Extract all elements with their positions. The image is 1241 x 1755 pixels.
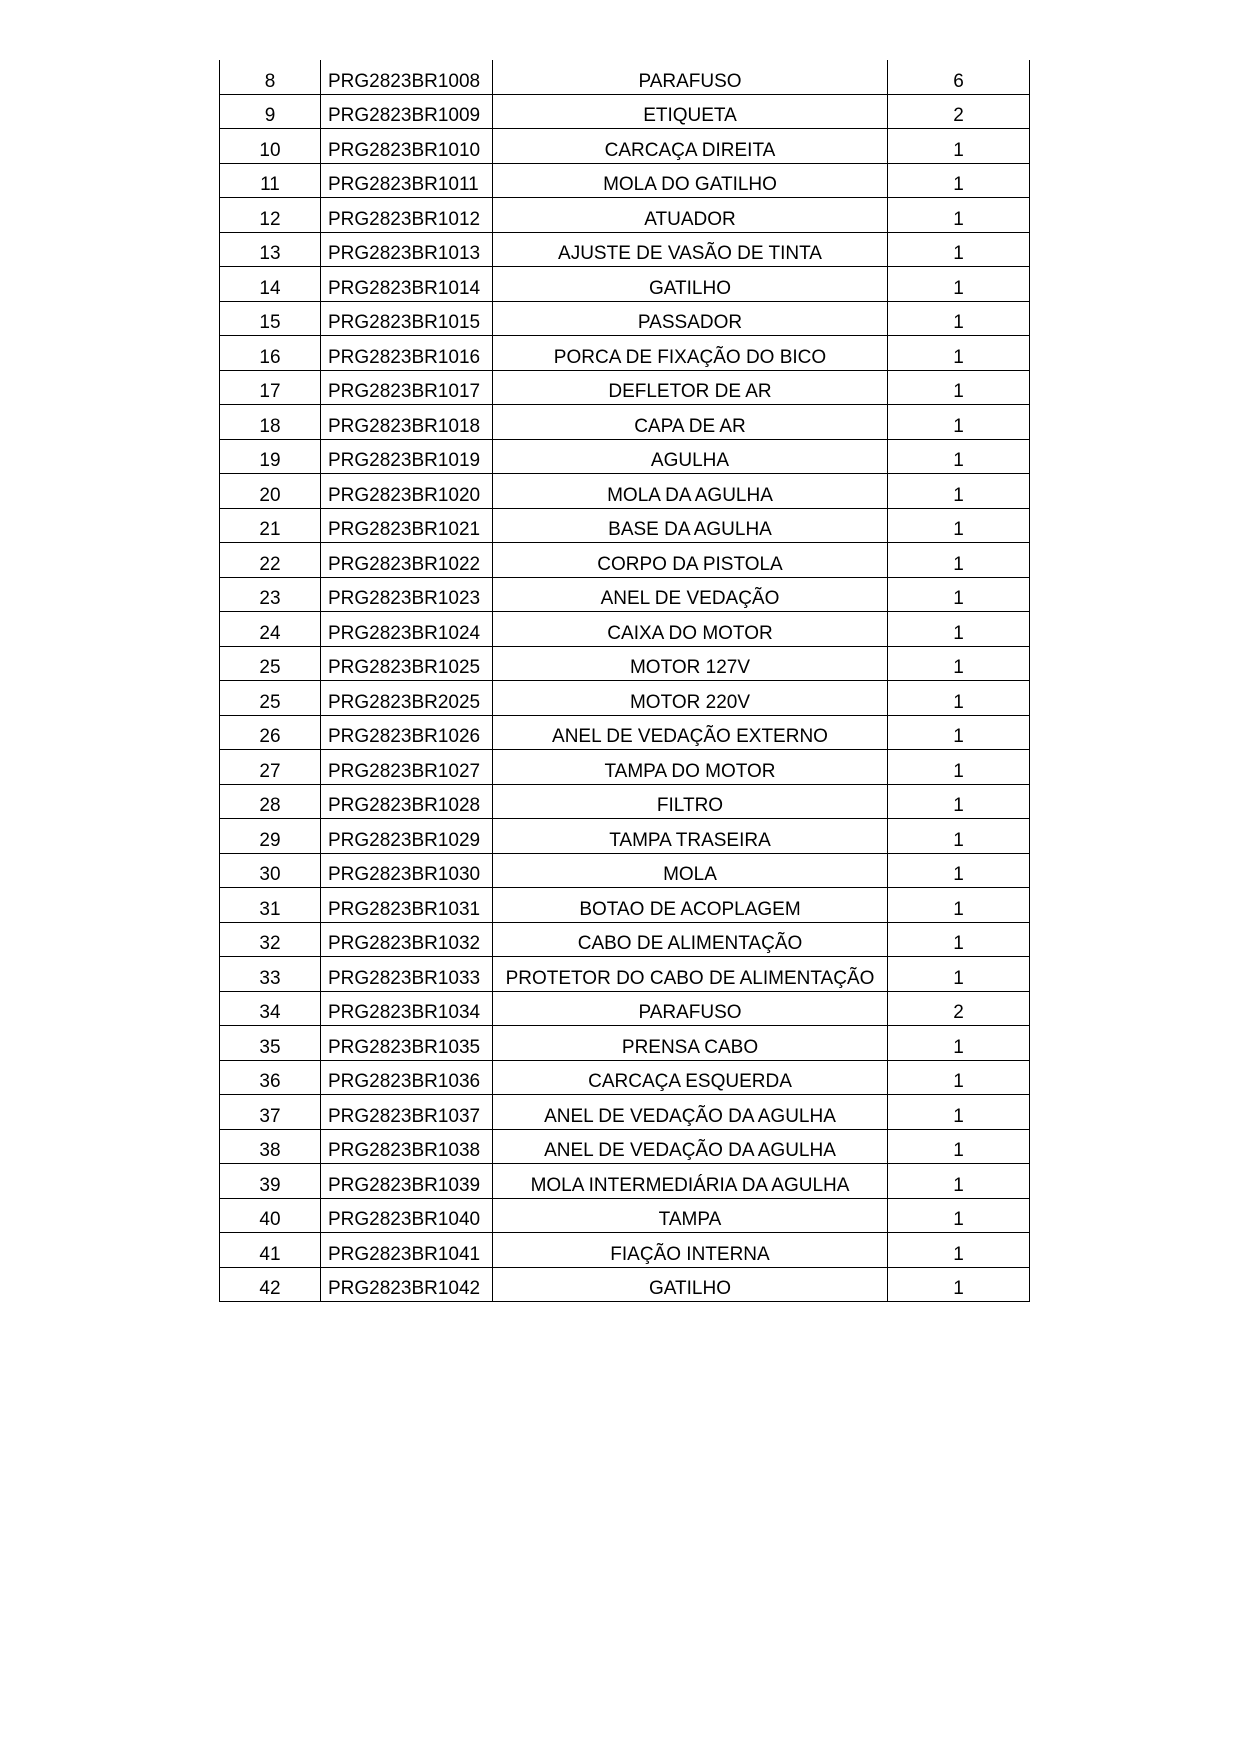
description-cell: PASSADOR xyxy=(493,301,888,336)
table-row xyxy=(220,508,1030,543)
table-row xyxy=(220,1095,1030,1130)
description-cell: MOLA DO GATILHO xyxy=(493,163,888,198)
table-row xyxy=(220,301,1030,336)
table-row xyxy=(220,60,1030,94)
item-number-cell: 23 xyxy=(220,577,321,612)
item-number-cell: 33 xyxy=(220,957,321,992)
item-number-cell: 24 xyxy=(220,612,321,647)
description-cell: CARCAÇA ESQUERDA xyxy=(493,1060,888,1095)
item-number-cell: 10 xyxy=(220,129,321,164)
item-number-cell: 36 xyxy=(220,1060,321,1095)
quantity-cell: 1 xyxy=(888,784,1030,819)
description-cell: BASE DA AGULHA xyxy=(493,508,888,543)
table-row xyxy=(220,577,1030,612)
part-code-cell: PRG2823BR1023 xyxy=(321,577,493,612)
part-code-cell: PRG2823BR1027 xyxy=(321,750,493,785)
description-cell: PARAFUSO xyxy=(493,991,888,1026)
quantity-cell: 1 xyxy=(888,1164,1030,1199)
item-number-cell: 8 xyxy=(220,60,321,94)
quantity-cell: 1 xyxy=(888,1129,1030,1164)
quantity-cell: 1 xyxy=(888,1026,1030,1061)
item-number-cell: 32 xyxy=(220,922,321,957)
description-cell: MOLA xyxy=(493,853,888,888)
item-number-cell: 35 xyxy=(220,1026,321,1061)
item-number-cell: 14 xyxy=(220,267,321,302)
quantity-cell: 1 xyxy=(888,1267,1030,1302)
description-cell: CAPA DE AR xyxy=(493,405,888,440)
part-code-cell: PRG2823BR1026 xyxy=(321,715,493,750)
table-row xyxy=(220,439,1030,474)
item-number-cell: 19 xyxy=(220,439,321,474)
table-row xyxy=(220,1233,1030,1268)
part-code-cell: PRG2823BR1025 xyxy=(321,646,493,681)
part-code-cell: PRG2823BR1034 xyxy=(321,991,493,1026)
item-number-cell: 34 xyxy=(220,991,321,1026)
table-row xyxy=(220,784,1030,819)
quantity-cell: 1 xyxy=(888,1198,1030,1233)
item-number-cell: 16 xyxy=(220,336,321,371)
description-cell: CABO DE ALIMENTAÇÃO xyxy=(493,922,888,957)
part-code-cell: PRG2823BR1020 xyxy=(321,474,493,509)
quantity-cell: 1 xyxy=(888,888,1030,923)
part-code-cell: PRG2823BR1029 xyxy=(321,819,493,854)
part-code-cell: PRG2823BR1038 xyxy=(321,1129,493,1164)
description-cell: DEFLETOR DE AR xyxy=(493,370,888,405)
part-code-cell: PRG2823BR1010 xyxy=(321,129,493,164)
description-cell: GATILHO xyxy=(493,1267,888,1302)
item-number-cell: 20 xyxy=(220,474,321,509)
part-code-cell: PRG2823BR1039 xyxy=(321,1164,493,1199)
part-code-cell: PRG2823BR1016 xyxy=(321,336,493,371)
description-cell: PARAFUSO xyxy=(493,60,888,94)
item-number-cell: 37 xyxy=(220,1095,321,1130)
part-code-cell: PRG2823BR1022 xyxy=(321,543,493,578)
part-code-cell: PRG2823BR1011 xyxy=(321,163,493,198)
table-row xyxy=(220,991,1030,1026)
quantity-cell: 1 xyxy=(888,577,1030,612)
quantity-cell: 1 xyxy=(888,198,1030,233)
part-code-cell: PRG2823BR1035 xyxy=(321,1026,493,1061)
item-number-cell: 11 xyxy=(220,163,321,198)
part-code-cell: PRG2823BR1033 xyxy=(321,957,493,992)
quantity-cell: 1 xyxy=(888,301,1030,336)
description-cell: FILTRO xyxy=(493,784,888,819)
quantity-cell: 1 xyxy=(888,336,1030,371)
table-row xyxy=(220,336,1030,371)
item-number-cell: 38 xyxy=(220,1129,321,1164)
description-cell: AGULHA xyxy=(493,439,888,474)
item-number-cell: 13 xyxy=(220,232,321,267)
part-code-cell: PRG2823BR1042 xyxy=(321,1267,493,1302)
description-cell: PROTETOR DO CABO DE ALIMENTAÇÃO xyxy=(493,957,888,992)
quantity-cell: 1 xyxy=(888,715,1030,750)
table-row xyxy=(220,612,1030,647)
part-code-cell: PRG2823BR1040 xyxy=(321,1198,493,1233)
table-row xyxy=(220,474,1030,509)
description-cell: TAMPA xyxy=(493,1198,888,1233)
table-row xyxy=(220,198,1030,233)
description-cell: TAMPA DO MOTOR xyxy=(493,750,888,785)
quantity-cell: 1 xyxy=(888,370,1030,405)
description-cell: ANEL DE VEDAÇÃO EXTERNO xyxy=(493,715,888,750)
part-code-cell: PRG2823BR1037 xyxy=(321,1095,493,1130)
quantity-cell: 6 xyxy=(888,60,1030,94)
quantity-cell: 1 xyxy=(888,405,1030,440)
description-cell: GATILHO xyxy=(493,267,888,302)
quantity-cell: 1 xyxy=(888,1095,1030,1130)
item-number-cell: 21 xyxy=(220,508,321,543)
item-number-cell: 22 xyxy=(220,543,321,578)
quantity-cell: 1 xyxy=(888,474,1030,509)
item-number-cell: 39 xyxy=(220,1164,321,1199)
quantity-cell: 1 xyxy=(888,819,1030,854)
description-cell: ATUADOR xyxy=(493,198,888,233)
part-code-cell: PRG2823BR1030 xyxy=(321,853,493,888)
table-row xyxy=(220,94,1030,129)
part-code-cell: PRG2823BR1021 xyxy=(321,508,493,543)
table-row xyxy=(220,853,1030,888)
table-row xyxy=(220,370,1030,405)
part-code-cell: PRG2823BR1024 xyxy=(321,612,493,647)
table-row xyxy=(220,232,1030,267)
quantity-cell: 1 xyxy=(888,853,1030,888)
item-number-cell: 30 xyxy=(220,853,321,888)
description-cell: ANEL DE VEDAÇÃO DA AGULHA xyxy=(493,1095,888,1130)
description-cell: CORPO DA PISTOLA xyxy=(493,543,888,578)
part-code-cell: PRG2823BR1008 xyxy=(321,60,493,94)
item-number-cell: 25 xyxy=(220,681,321,716)
table-row xyxy=(220,1129,1030,1164)
item-number-cell: 12 xyxy=(220,198,321,233)
quantity-cell: 1 xyxy=(888,922,1030,957)
description-cell: MOTOR 127V xyxy=(493,646,888,681)
quantity-cell: 1 xyxy=(888,957,1030,992)
table-row xyxy=(220,819,1030,854)
description-cell: MOTOR 220V xyxy=(493,681,888,716)
part-code-cell: PRG2823BR1012 xyxy=(321,198,493,233)
quantity-cell: 1 xyxy=(888,439,1030,474)
quantity-cell: 2 xyxy=(888,991,1030,1026)
quantity-cell: 1 xyxy=(888,267,1030,302)
table-row xyxy=(220,1060,1030,1095)
table-row xyxy=(220,1198,1030,1233)
table-row xyxy=(220,922,1030,957)
parts-table-body xyxy=(220,60,1030,1302)
quantity-cell: 1 xyxy=(888,1233,1030,1268)
description-cell: MOLA DA AGULHA xyxy=(493,474,888,509)
description-cell: FIAÇÃO INTERNA xyxy=(493,1233,888,1268)
description-cell: PORCA DE FIXAÇÃO DO BICO xyxy=(493,336,888,371)
item-number-cell: 17 xyxy=(220,370,321,405)
table-row xyxy=(220,957,1030,992)
part-code-cell: PRG2823BR1028 xyxy=(321,784,493,819)
quantity-cell: 1 xyxy=(888,508,1030,543)
table-row xyxy=(220,1164,1030,1199)
item-number-cell: 27 xyxy=(220,750,321,785)
part-code-cell: PRG2823BR1036 xyxy=(321,1060,493,1095)
table-row xyxy=(220,1267,1030,1302)
part-code-cell: PRG2823BR1017 xyxy=(321,370,493,405)
table-row xyxy=(220,681,1030,716)
item-number-cell: 31 xyxy=(220,888,321,923)
quantity-cell: 1 xyxy=(888,681,1030,716)
table-row xyxy=(220,1026,1030,1061)
table-row xyxy=(220,267,1030,302)
parts-table xyxy=(219,60,1030,1302)
item-number-cell: 40 xyxy=(220,1198,321,1233)
table-row xyxy=(220,543,1030,578)
description-cell: TAMPA TRASEIRA xyxy=(493,819,888,854)
quantity-cell: 1 xyxy=(888,646,1030,681)
item-number-cell: 15 xyxy=(220,301,321,336)
table-row xyxy=(220,646,1030,681)
part-code-cell: PRG2823BR1018 xyxy=(321,405,493,440)
quantity-cell: 1 xyxy=(888,750,1030,785)
description-cell: CARCAÇA DIREITA xyxy=(493,129,888,164)
table-row xyxy=(220,750,1030,785)
part-code-cell: PRG2823BR2025 xyxy=(321,681,493,716)
description-cell: ANEL DE VEDAÇÃO DA AGULHA xyxy=(493,1129,888,1164)
part-code-cell: PRG2823BR1015 xyxy=(321,301,493,336)
description-cell: MOLA INTERMEDIÁRIA DA AGULHA xyxy=(493,1164,888,1199)
quantity-cell: 1 xyxy=(888,232,1030,267)
description-cell: ETIQUETA xyxy=(493,94,888,129)
table-row xyxy=(220,163,1030,198)
part-code-cell: PRG2823BR1032 xyxy=(321,922,493,957)
part-code-cell: PRG2823BR1031 xyxy=(321,888,493,923)
description-cell: ANEL DE VEDAÇÃO xyxy=(493,577,888,612)
item-number-cell: 26 xyxy=(220,715,321,750)
part-code-cell: PRG2823BR1013 xyxy=(321,232,493,267)
item-number-cell: 41 xyxy=(220,1233,321,1268)
quantity-cell: 1 xyxy=(888,612,1030,647)
quantity-cell: 2 xyxy=(888,94,1030,129)
part-code-cell: PRG2823BR1014 xyxy=(321,267,493,302)
item-number-cell: 29 xyxy=(220,819,321,854)
description-cell: PRENSA CABO xyxy=(493,1026,888,1061)
description-cell: AJUSTE DE VASÃO DE TINTA xyxy=(493,232,888,267)
table-row xyxy=(220,129,1030,164)
quantity-cell: 1 xyxy=(888,163,1030,198)
description-cell: BOTAO DE ACOPLAGEM xyxy=(493,888,888,923)
table-row xyxy=(220,888,1030,923)
item-number-cell: 42 xyxy=(220,1267,321,1302)
item-number-cell: 9 xyxy=(220,94,321,129)
quantity-cell: 1 xyxy=(888,543,1030,578)
quantity-cell: 1 xyxy=(888,129,1030,164)
part-code-cell: PRG2823BR1041 xyxy=(321,1233,493,1268)
part-code-cell: PRG2823BR1019 xyxy=(321,439,493,474)
table-row xyxy=(220,715,1030,750)
table-row xyxy=(220,405,1030,440)
quantity-cell: 1 xyxy=(888,1060,1030,1095)
part-code-cell: PRG2823BR1009 xyxy=(321,94,493,129)
item-number-cell: 25 xyxy=(220,646,321,681)
description-cell: CAIXA DO MOTOR xyxy=(493,612,888,647)
item-number-cell: 28 xyxy=(220,784,321,819)
item-number-cell: 18 xyxy=(220,405,321,440)
